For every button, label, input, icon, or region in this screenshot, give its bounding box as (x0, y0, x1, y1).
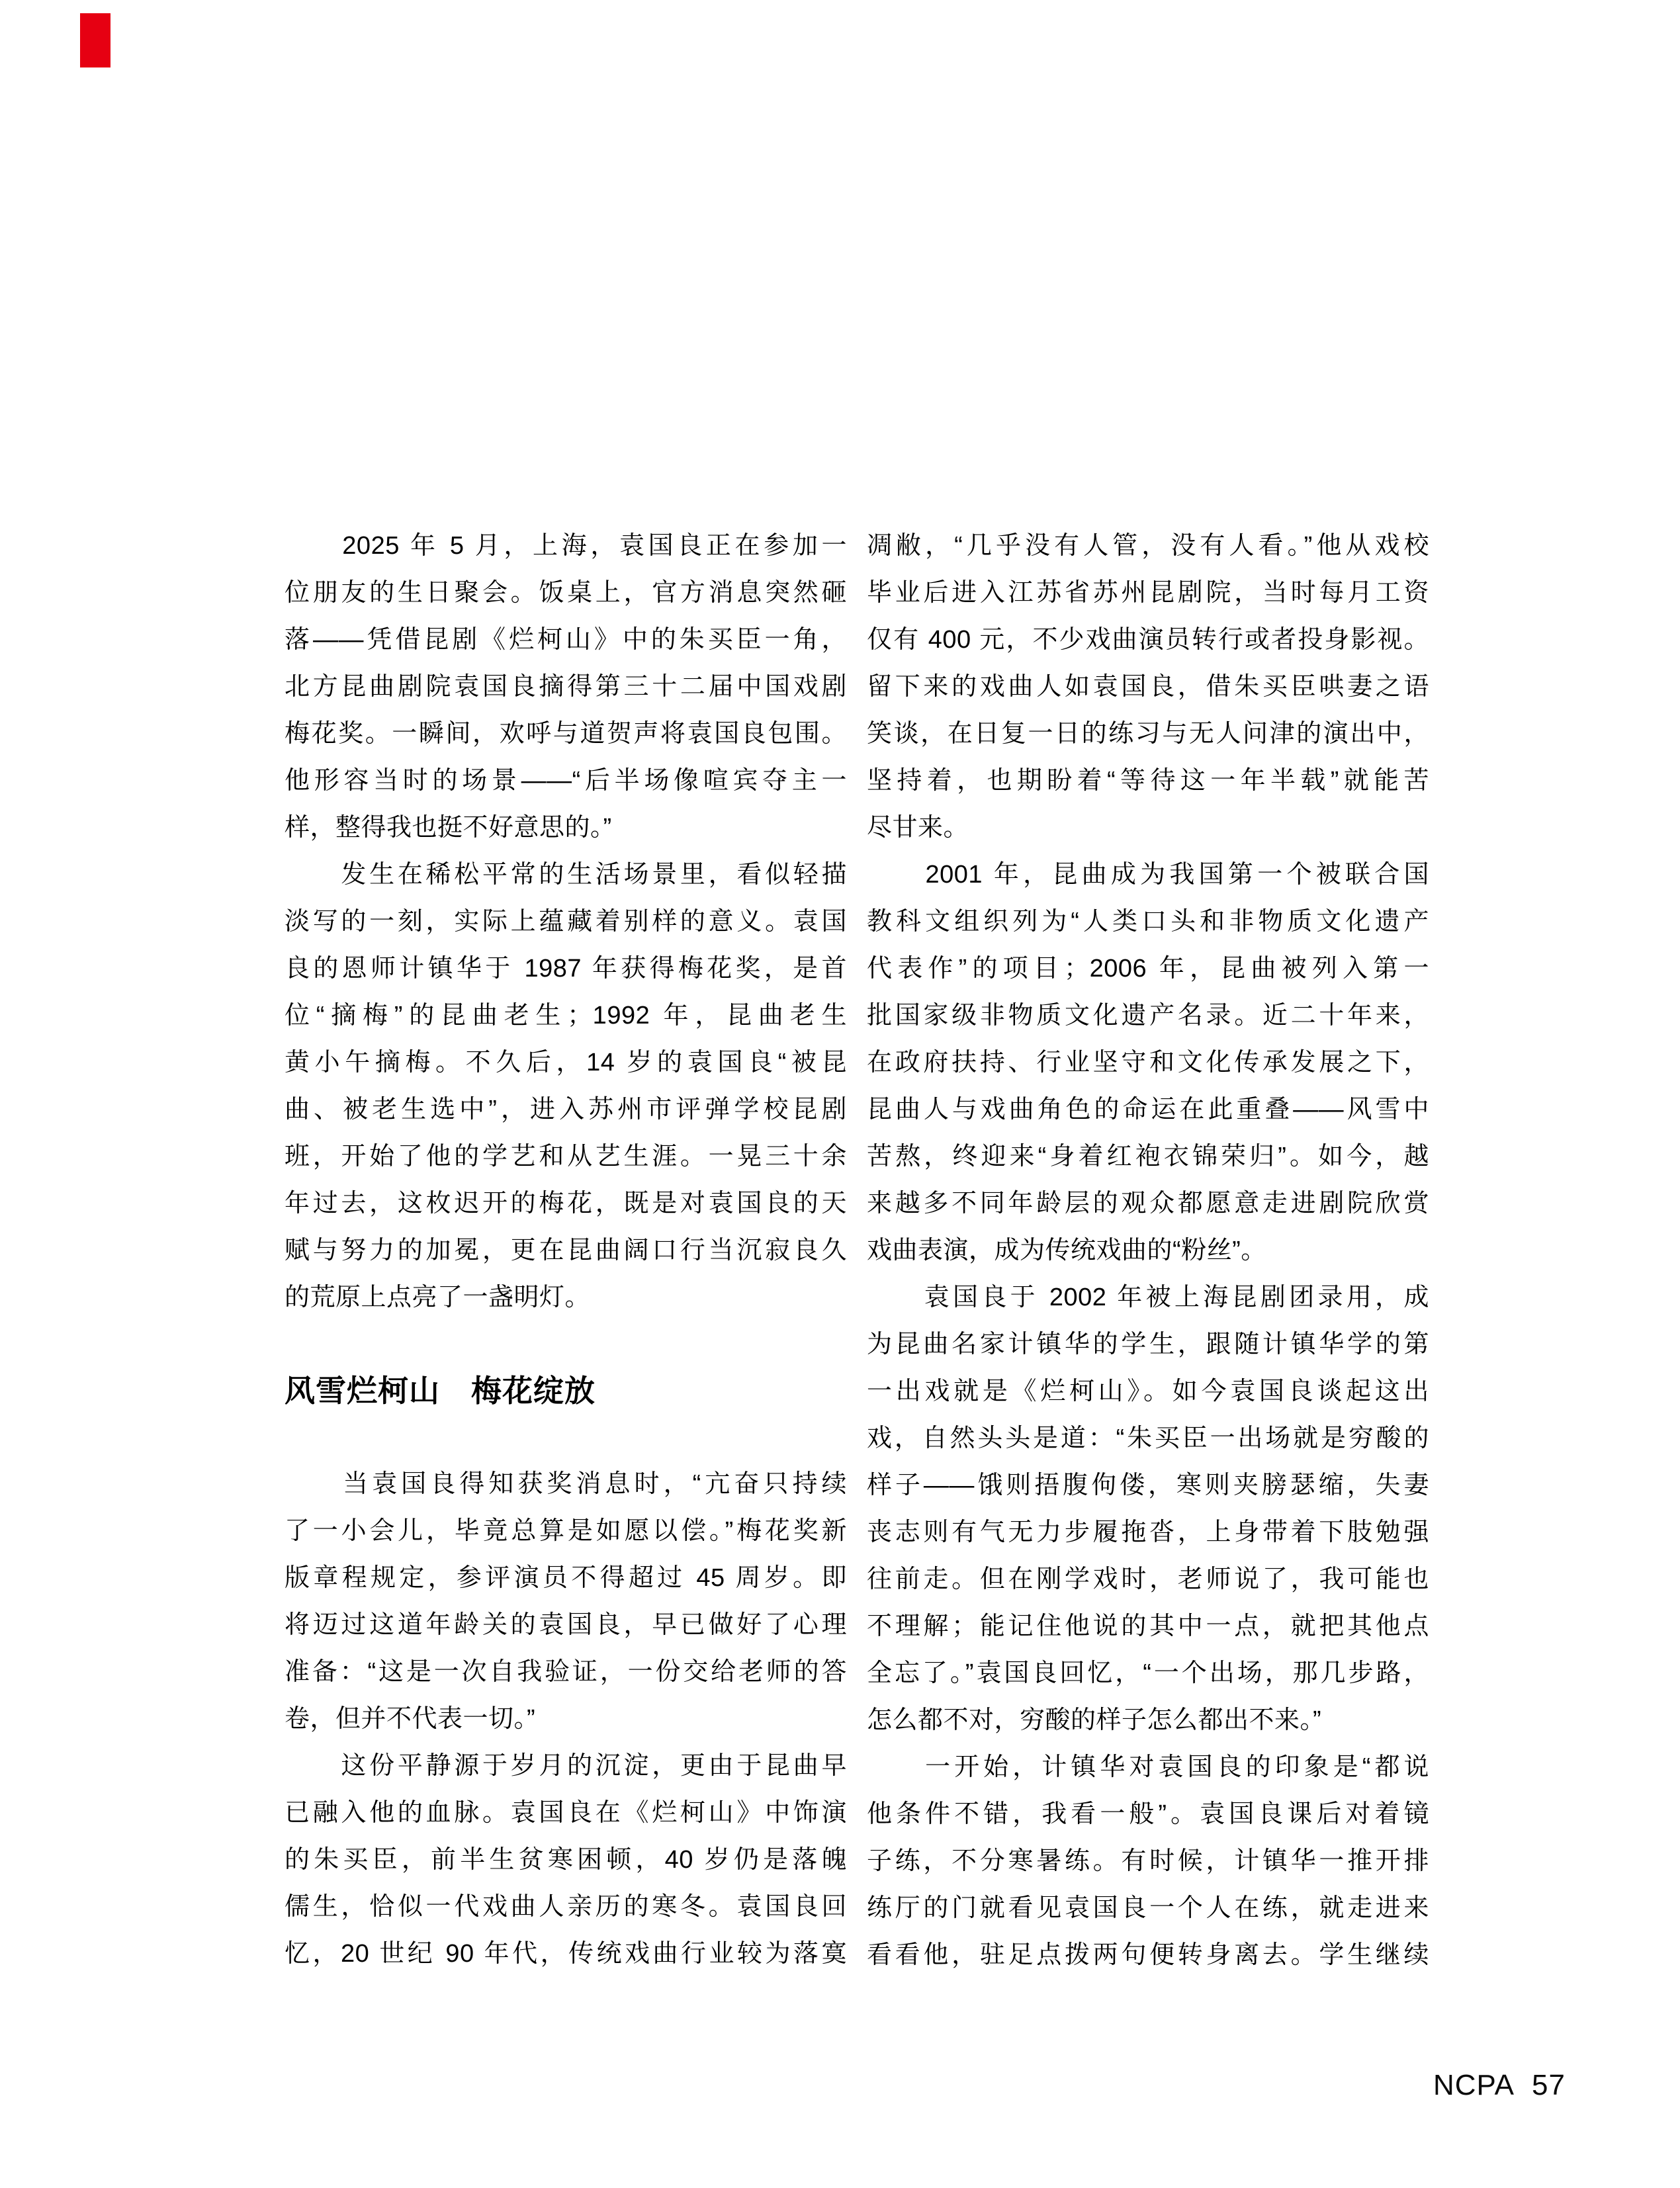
text-line: 样子——饿则捂腹佝偻，寒则夹膀瑟缩，失妻 (867, 1471, 1429, 1499)
text-line: 版章程规定，参评演员不得超过 45 周岁。即 (285, 1564, 847, 1592)
text-line: 的荒原上点亮了一盏明灯。 (285, 1284, 591, 1311)
text-line: 看看他，驻足点拨两句便转身离去。学生继续 (867, 1941, 1429, 1969)
text-line: 梅花奖。一瞬间，欢呼与道贺声将袁国良包围。 (285, 720, 847, 748)
left-text-block-1 (285, 523, 847, 1321)
text-line: 来越多不同年龄层的观众都愿意走进剧院欣赏 (867, 1190, 1429, 1217)
text-line: 仅有 400 元，不少戏曲演员转行或者投身影视。 (867, 626, 1429, 654)
text-line: 不理解；能记住他说的其中一点，就把其他点 (867, 1612, 1429, 1640)
text-line: 戏曲表演，成为传统戏曲的“粉丝”。 (867, 1237, 1266, 1264)
text-line: 良的恩师计镇华于 1987 年获得梅花奖，是首 (285, 955, 847, 983)
text-line: 为昆曲名家计镇华的学生，跟随计镇华学的第 (867, 1331, 1429, 1358)
text-line: 怎么都不对，穷酸的样子怎么都出不来。” (867, 1706, 1322, 1734)
text-line: 这份平静源于岁月的沉淀，更由于昆曲早 (285, 1752, 847, 1780)
text-line: 赋与努力的加冕，更在昆曲阔口行当沉寂良久 (285, 1237, 847, 1264)
left-text-block-2 (285, 1461, 847, 1978)
text-line: 样，整得我也挺不好意思的。” (285, 814, 612, 842)
text-line: 尽甘来。 (867, 814, 969, 842)
text-line: 全忘了。”袁国良回忆，“一个出场，那几步路， (867, 1659, 1429, 1687)
text-line: 当袁国良得知获奖消息时，“亢奋只持续 (285, 1470, 847, 1498)
text-line: 2001 年，昆曲成为我国第一个被联合国 (867, 861, 1429, 889)
text-line: 曲、被老生选中”，进入苏州市评弹学校昆剧 (285, 1096, 847, 1123)
text-line: 丧志则有气无力步履拖沓，上身带着下肢勉强 (867, 1518, 1429, 1546)
text-line: 班，开始了他的学艺和从艺生涯。一晃三十余 (285, 1143, 847, 1170)
right-column (867, 523, 1429, 1979)
left-column (285, 523, 847, 1978)
text-line: 年过去，这枚迟开的梅花，既是对袁国良的天 (285, 1190, 847, 1217)
text-line: 练厅的门就看见袁国良一个人在练，就走进来 (867, 1894, 1429, 1922)
text-line: 的朱买臣，前半生贫寒困顿，40 岁仍是落魄 (285, 1846, 847, 1874)
text-line: 忆，20 世纪 90 年代，传统戏曲行业较为落寞 (285, 1940, 847, 1968)
text-line: 笑谈，在日复一日的练习与无人问津的演出中， (867, 720, 1429, 748)
text-line: 已融入他的血脉。袁国良在《烂柯山》中饰演 (285, 1799, 847, 1827)
text-line: 儒生，恰似一代戏曲人亲历的寒冬。袁国良回 (285, 1893, 847, 1921)
text-line: 他条件不错，我看一般”。袁国良课后对着镜 (867, 1800, 1429, 1828)
text-line: 留下来的戏曲人如袁国良，借朱买臣哄妻之语 (867, 673, 1429, 701)
text-line: 凋敝，“几乎没有人管，没有人看。”他从戏校 (867, 532, 1429, 560)
text-line: 黄小午摘梅。不久后，14 岁的袁国良“被昆 (285, 1049, 847, 1076)
text-line: 2025 年 5 月，上海，袁国良正在参加一 (285, 532, 847, 560)
text-line: 发生在稀松平常的生活场景里，看似轻描 (285, 861, 847, 889)
text-line: 苦熬，终迎来“身着红袍衣锦荣归”。如今，越 (867, 1143, 1429, 1170)
text-line: 教科文组织列为“人类口头和非物质文化遗产 (867, 908, 1429, 936)
red-corner-mark (80, 13, 111, 67)
text-line: 淡写的一刻，实际上蕴藏着别样的意义。袁国 (285, 908, 847, 936)
text-line: 往前走。但在刚学戏时，老师说了，我可能也 (867, 1565, 1429, 1593)
right-text-block (867, 523, 1429, 1979)
page-footer (1433, 2070, 1566, 2101)
text-line: 准备：“这是一次自我验证，一份交给老师的答 (285, 1658, 847, 1686)
text-line: 代表作”的项目；2006 年，昆曲被列入第一 (867, 955, 1429, 983)
text-line: 戏，自然头头是道：“朱买臣一出场就是穷酸的 (867, 1424, 1429, 1452)
text-line: 一开始，计镇华对袁国良的印象是“都说 (867, 1753, 1429, 1781)
text-line: 卷，但并不代表一切。” (285, 1705, 536, 1733)
text-line: 了一小会儿，毕竟总算是如愿以偿。”梅花奖新 (285, 1517, 847, 1545)
text-line: 子练，不分寒暑练。有时候，计镇华一推开排 (867, 1847, 1429, 1875)
text-line: 将迈过这道年龄关的袁国良，早已做好了心理 (285, 1611, 847, 1639)
text-line: 在政府扶持、行业坚守和文化传承发展之下， (867, 1049, 1429, 1076)
text-line: 坚持着，也期盼着“等待这一年半载”就能苦 (867, 767, 1429, 795)
footer-brand: NCPA (1433, 2069, 1515, 2101)
text-line: 批国家级非物质文化遗产名录。近二十年来， (867, 1002, 1429, 1029)
text-line: 他形容当时的场景——“后半场像喧宾夺主一 (285, 767, 847, 795)
text-line: 位“摘梅”的昆曲老生；1992 年，昆曲老生 (285, 1002, 847, 1029)
text-line: 昆曲人与戏曲角色的命运在此重叠——风雪中 (867, 1096, 1429, 1123)
text-line: 一出戏就是《烂柯山》。如今袁国良谈起这出 (867, 1378, 1429, 1405)
text-line: 毕业后进入江苏省苏州昆剧院，当时每月工资 (867, 579, 1429, 607)
text-line: 北方昆曲剧院袁国良摘得第三十二届中国戏剧 (285, 673, 847, 701)
text-line: 袁国良于 2002 年被上海昆剧团录用，成 (867, 1284, 1429, 1311)
section-heading: 风雪烂柯山 梅花绽放 (285, 1374, 596, 1408)
footer-page-number: 57 (1531, 2069, 1566, 2101)
text-line: 位朋友的生日聚会。饭桌上，官方消息突然砸 (285, 579, 847, 607)
text-line: 落——凭借昆剧《烂柯山》中的朱买臣一角， (285, 626, 847, 654)
